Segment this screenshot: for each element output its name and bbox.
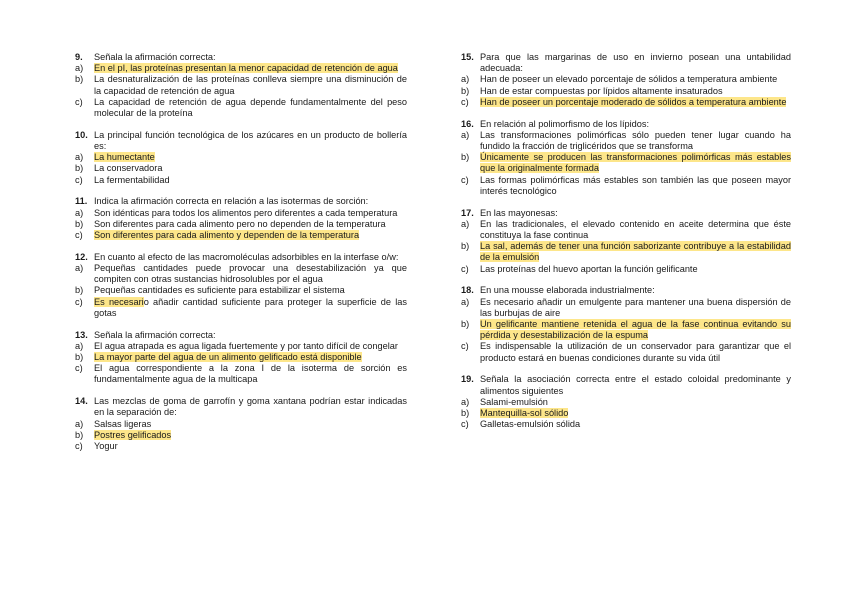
option-text-highlighted: Mantequilla-sol sólido (480, 408, 569, 419)
option-letter: c) (461, 419, 469, 430)
question-text: Señala la afirmación correcta: (94, 329, 216, 340)
option-letter: b) (75, 285, 84, 296)
option-text-wrap (480, 408, 791, 419)
answer-option[interactable] (75, 341, 407, 352)
option-letter: c) (75, 96, 83, 107)
option-text: En las tradicionales, el elevado contenido en aceite determina que éste constituya la fase continua (480, 218, 791, 241)
option-text: Son idénticas para todos los alimentos pero diferentes a cada temperatura (94, 207, 398, 218)
option-text-wrap (94, 352, 407, 363)
option-letter: a) (75, 63, 84, 74)
option-text-wrap (480, 74, 791, 85)
question-block (461, 119, 791, 197)
question-block (75, 196, 407, 241)
option-text: La conservadora (94, 163, 163, 174)
option-text-highlighted: La sal, además de tener una función saborizante contribuye a la estabilidad de la emulsión (480, 241, 791, 263)
answer-option[interactable] (75, 297, 407, 319)
option-letter: c) (75, 441, 83, 452)
option-text-wrap (94, 175, 407, 186)
question-number: 14. (75, 396, 88, 407)
option-letter: c) (75, 174, 83, 185)
question-block (461, 285, 791, 363)
answer-option[interactable] (461, 319, 791, 341)
option-letter: c) (461, 174, 469, 185)
question-block (75, 52, 407, 119)
question-text: En las mayonesas: (480, 207, 558, 218)
option-text-highlighted-part: Es necesari (94, 296, 144, 307)
option-text: Las formas polimórficas más estables son también las que poseen mayor interés tecnológico (480, 174, 791, 196)
answer-option[interactable] (75, 430, 407, 441)
option-letter: b) (75, 218, 84, 229)
question-stem (75, 252, 407, 263)
answer-option[interactable] (75, 363, 407, 385)
answer-option[interactable] (75, 285, 407, 296)
question-text: En cuanto al efecto de las macromoléculas adsorbibles en la interfase o/w: (94, 251, 399, 262)
option-text: Pequeñas cantidades es suficiente para estabilizar el sistema (94, 285, 345, 296)
question-text: Las mezclas de goma de garrofín y goma xantana podrían estar indicadas en la separación de: (94, 396, 407, 418)
answer-option[interactable] (75, 97, 407, 119)
option-text: Las proteínas del huevo aportan la función gelificante (480, 263, 698, 274)
answer-option[interactable] (461, 419, 791, 430)
option-letter: b) (75, 74, 84, 85)
option-letter: c) (75, 296, 83, 307)
option-text-wrap (480, 241, 791, 263)
answer-option[interactable] (461, 264, 791, 275)
option-text-wrap (94, 230, 407, 241)
option-letter: c) (461, 263, 469, 274)
option-text-wrap (94, 419, 407, 430)
question-number: 19. (461, 374, 474, 385)
question-text: La principal función tecnológica de los azúcares en un producto de bollería es: (94, 129, 407, 152)
question-stem (75, 52, 407, 63)
option-text: El agua atrapada es agua ligada fuertemente y por tanto difícil de congelar (94, 340, 398, 351)
answer-option[interactable] (461, 241, 791, 263)
option-text: Yogur (94, 441, 118, 452)
option-letter: b) (75, 429, 84, 440)
option-text-wrap (480, 175, 791, 197)
option-text-wrap (480, 397, 791, 408)
answer-option[interactable] (75, 230, 407, 241)
option-text: Han de poseer un elevado porcentaje de sólidos a temperatura ambiente (480, 74, 778, 85)
answer-option[interactable] (75, 219, 407, 230)
question-block (75, 130, 407, 186)
option-letter: a) (461, 396, 470, 407)
option-text-wrap (480, 152, 791, 174)
option-letter: b) (461, 85, 470, 96)
answer-option[interactable] (75, 175, 407, 186)
answer-option[interactable] (461, 74, 791, 85)
question-block (75, 396, 407, 452)
answer-option[interactable] (461, 408, 791, 419)
question-stem (461, 374, 791, 396)
option-letter: b) (75, 352, 84, 363)
option-text: Son diferentes para cada alimento pero no dependen de la temperatura (94, 218, 386, 229)
question-text: Señala la afirmación correcta: (94, 52, 216, 62)
option-text: Pequeñas cantidades puede provocar una desestabilización ya que compiten con otras sustancias hidrosolubles por el agua (94, 263, 407, 285)
option-text-wrap (480, 419, 791, 430)
option-text: Salsas ligeras (94, 418, 152, 429)
option-letter: c) (75, 230, 83, 241)
option-letter: b) (461, 408, 470, 419)
answer-option[interactable] (461, 86, 791, 97)
option-letter: a) (75, 263, 84, 274)
option-text-wrap (480, 219, 791, 241)
answer-option[interactable] (75, 152, 407, 163)
option-text: Es necesario añadir un emulgente para mantener una buena dispersión de las burbujas de aire (480, 296, 791, 318)
question-block (461, 374, 791, 430)
option-text-highlighted: Un gelificante mantiene retenida el agua de la fase continua evitando su pérdida y desestabilización de la espuma (480, 319, 791, 341)
option-text-highlighted: Han de poseer un porcentaje moderado de sólidos a temperatura ambiente (480, 96, 787, 107)
answer-option[interactable] (461, 297, 791, 319)
option-text-wrap (94, 363, 407, 385)
question-number: 9. (75, 52, 83, 62)
option-letter: c) (75, 363, 83, 374)
question-stem (461, 285, 791, 296)
answer-option[interactable] (461, 97, 791, 108)
option-text-highlighted: Son diferentes para cada alimento y dependen de la temperatura (94, 230, 360, 241)
option-text-wrap (94, 297, 407, 319)
option-letter: a) (461, 218, 470, 229)
answer-option[interactable] (75, 74, 407, 96)
left-column (75, 52, 407, 463)
option-text-highlighted: Únicamente se producen las transformaciones polimórficas más estables que la originalmente formada (480, 152, 791, 174)
question-stem (461, 119, 791, 130)
option-letter: a) (75, 152, 84, 163)
option-letter: b) (461, 152, 470, 163)
option-text-wrap (94, 208, 407, 219)
option-text-wrap (480, 297, 791, 319)
option-letter: a) (461, 129, 470, 140)
option-text-highlighted: La mayor parte del agua de un alimento gelificado está disponible (94, 352, 362, 363)
option-text: Las transformaciones polimórficas sólo pueden tener lugar cuando ha fundido la fracción de triglicéridos que se transforma (480, 129, 791, 152)
option-text-wrap (94, 74, 407, 96)
option-text-wrap (480, 319, 791, 341)
question-number: 13. (75, 329, 88, 340)
answer-option[interactable] (75, 63, 407, 74)
option-text-highlighted: La humectante (94, 152, 155, 163)
option-text-wrap (94, 263, 407, 285)
option-text-wrap (94, 152, 407, 163)
question-text: Indica la afirmación correcta en relación a las isotermas de sorción: (94, 196, 369, 207)
option-text-wrap (94, 97, 407, 119)
question-number: 10. (75, 129, 88, 140)
answer-option[interactable] (461, 397, 791, 408)
answer-option[interactable] (75, 419, 407, 430)
option-text: Han de estar compuestas por lípidos altamente insaturados (480, 85, 723, 96)
option-letter: a) (75, 418, 84, 429)
question-number: 17. (461, 207, 474, 218)
option-text: Es indispensable la utilización de un conservador para garantizar que el producto estará en buenas condiciones durante su vida útil (480, 341, 791, 363)
question-text: Para que las margarinas de uso en invierno posean una untabilidad adecuada: (480, 52, 791, 74)
option-text: La desnaturalización de las proteínas conlleva siempre una disminución de la capacidad de retención de agua (94, 74, 407, 96)
right-column (461, 52, 791, 441)
option-text-wrap (480, 264, 791, 275)
answer-option[interactable] (461, 219, 791, 241)
question-block (75, 330, 407, 386)
option-letter: a) (461, 296, 470, 307)
option-text-wrap (94, 430, 407, 441)
option-text-wrap (480, 97, 791, 108)
option-letter: a) (75, 207, 84, 218)
option-text-wrap (94, 163, 407, 174)
option-text: Salami-emulsión (480, 396, 548, 407)
option-letter: c) (461, 96, 469, 107)
answer-option[interactable] (461, 130, 791, 152)
answer-option[interactable] (461, 341, 791, 363)
option-text: La fermentabilidad (94, 174, 170, 185)
option-letter: b) (461, 241, 470, 252)
option-text: Galletas-emulsión sólida (480, 419, 581, 430)
question-number: 18. (461, 285, 474, 296)
question-text: En una mousse elaborada industrialmente: (480, 285, 655, 296)
option-text-wrap (480, 130, 791, 152)
option-text-wrap (480, 86, 791, 97)
option-letter: a) (461, 74, 470, 85)
option-letter: c) (461, 341, 469, 352)
option-letter: b) (461, 319, 470, 330)
answer-option[interactable] (75, 441, 407, 452)
question-stem (75, 396, 407, 418)
question-number: 16. (461, 118, 474, 129)
question-stem (75, 330, 407, 341)
question-stem (75, 130, 407, 152)
answer-option[interactable] (461, 152, 791, 174)
option-text-wrap (94, 63, 407, 74)
option-text-highlighted: Postres gelificados (94, 429, 172, 440)
question-number: 12. (75, 251, 88, 262)
question-stem (461, 52, 791, 74)
question-block (461, 52, 791, 108)
option-text-rest: o añadir cantidad suficiente para proteger la superficie de las gotas (94, 296, 407, 318)
option-letter: b) (75, 163, 84, 174)
answer-option[interactable] (75, 163, 407, 174)
answer-option[interactable] (75, 352, 407, 363)
question-stem (461, 208, 791, 219)
option-letter: a) (75, 340, 84, 351)
answer-option[interactable] (75, 208, 407, 219)
answer-option[interactable] (461, 175, 791, 197)
option-text-wrap (94, 341, 407, 352)
question-block (461, 208, 791, 275)
option-text-wrap (94, 441, 407, 452)
option-text-highlighted: En el pI, las proteínas presentan la menor capacidad de retención de agua (94, 63, 398, 74)
option-text: La capacidad de retención de agua depende fundamentalmente del peso molecular de la proteína (94, 96, 407, 119)
option-text-wrap (94, 285, 407, 296)
question-block (75, 252, 407, 319)
question-stem (75, 196, 407, 207)
option-text-wrap (94, 219, 407, 230)
question-number: 15. (461, 52, 474, 62)
option-text: El agua correspondiente a la zona I de la isoterma de sorción es fundamentalmente agua de la multicapa (94, 363, 407, 385)
option-text-wrap (480, 341, 791, 363)
question-text: En relación al polimorfismo de los lípidos: (480, 118, 650, 129)
question-number: 11. (75, 196, 88, 207)
question-text: Señala la asociación correcta entre el estado coloidal predominante y alimentos siguientes (480, 374, 791, 396)
answer-option[interactable] (75, 263, 407, 285)
